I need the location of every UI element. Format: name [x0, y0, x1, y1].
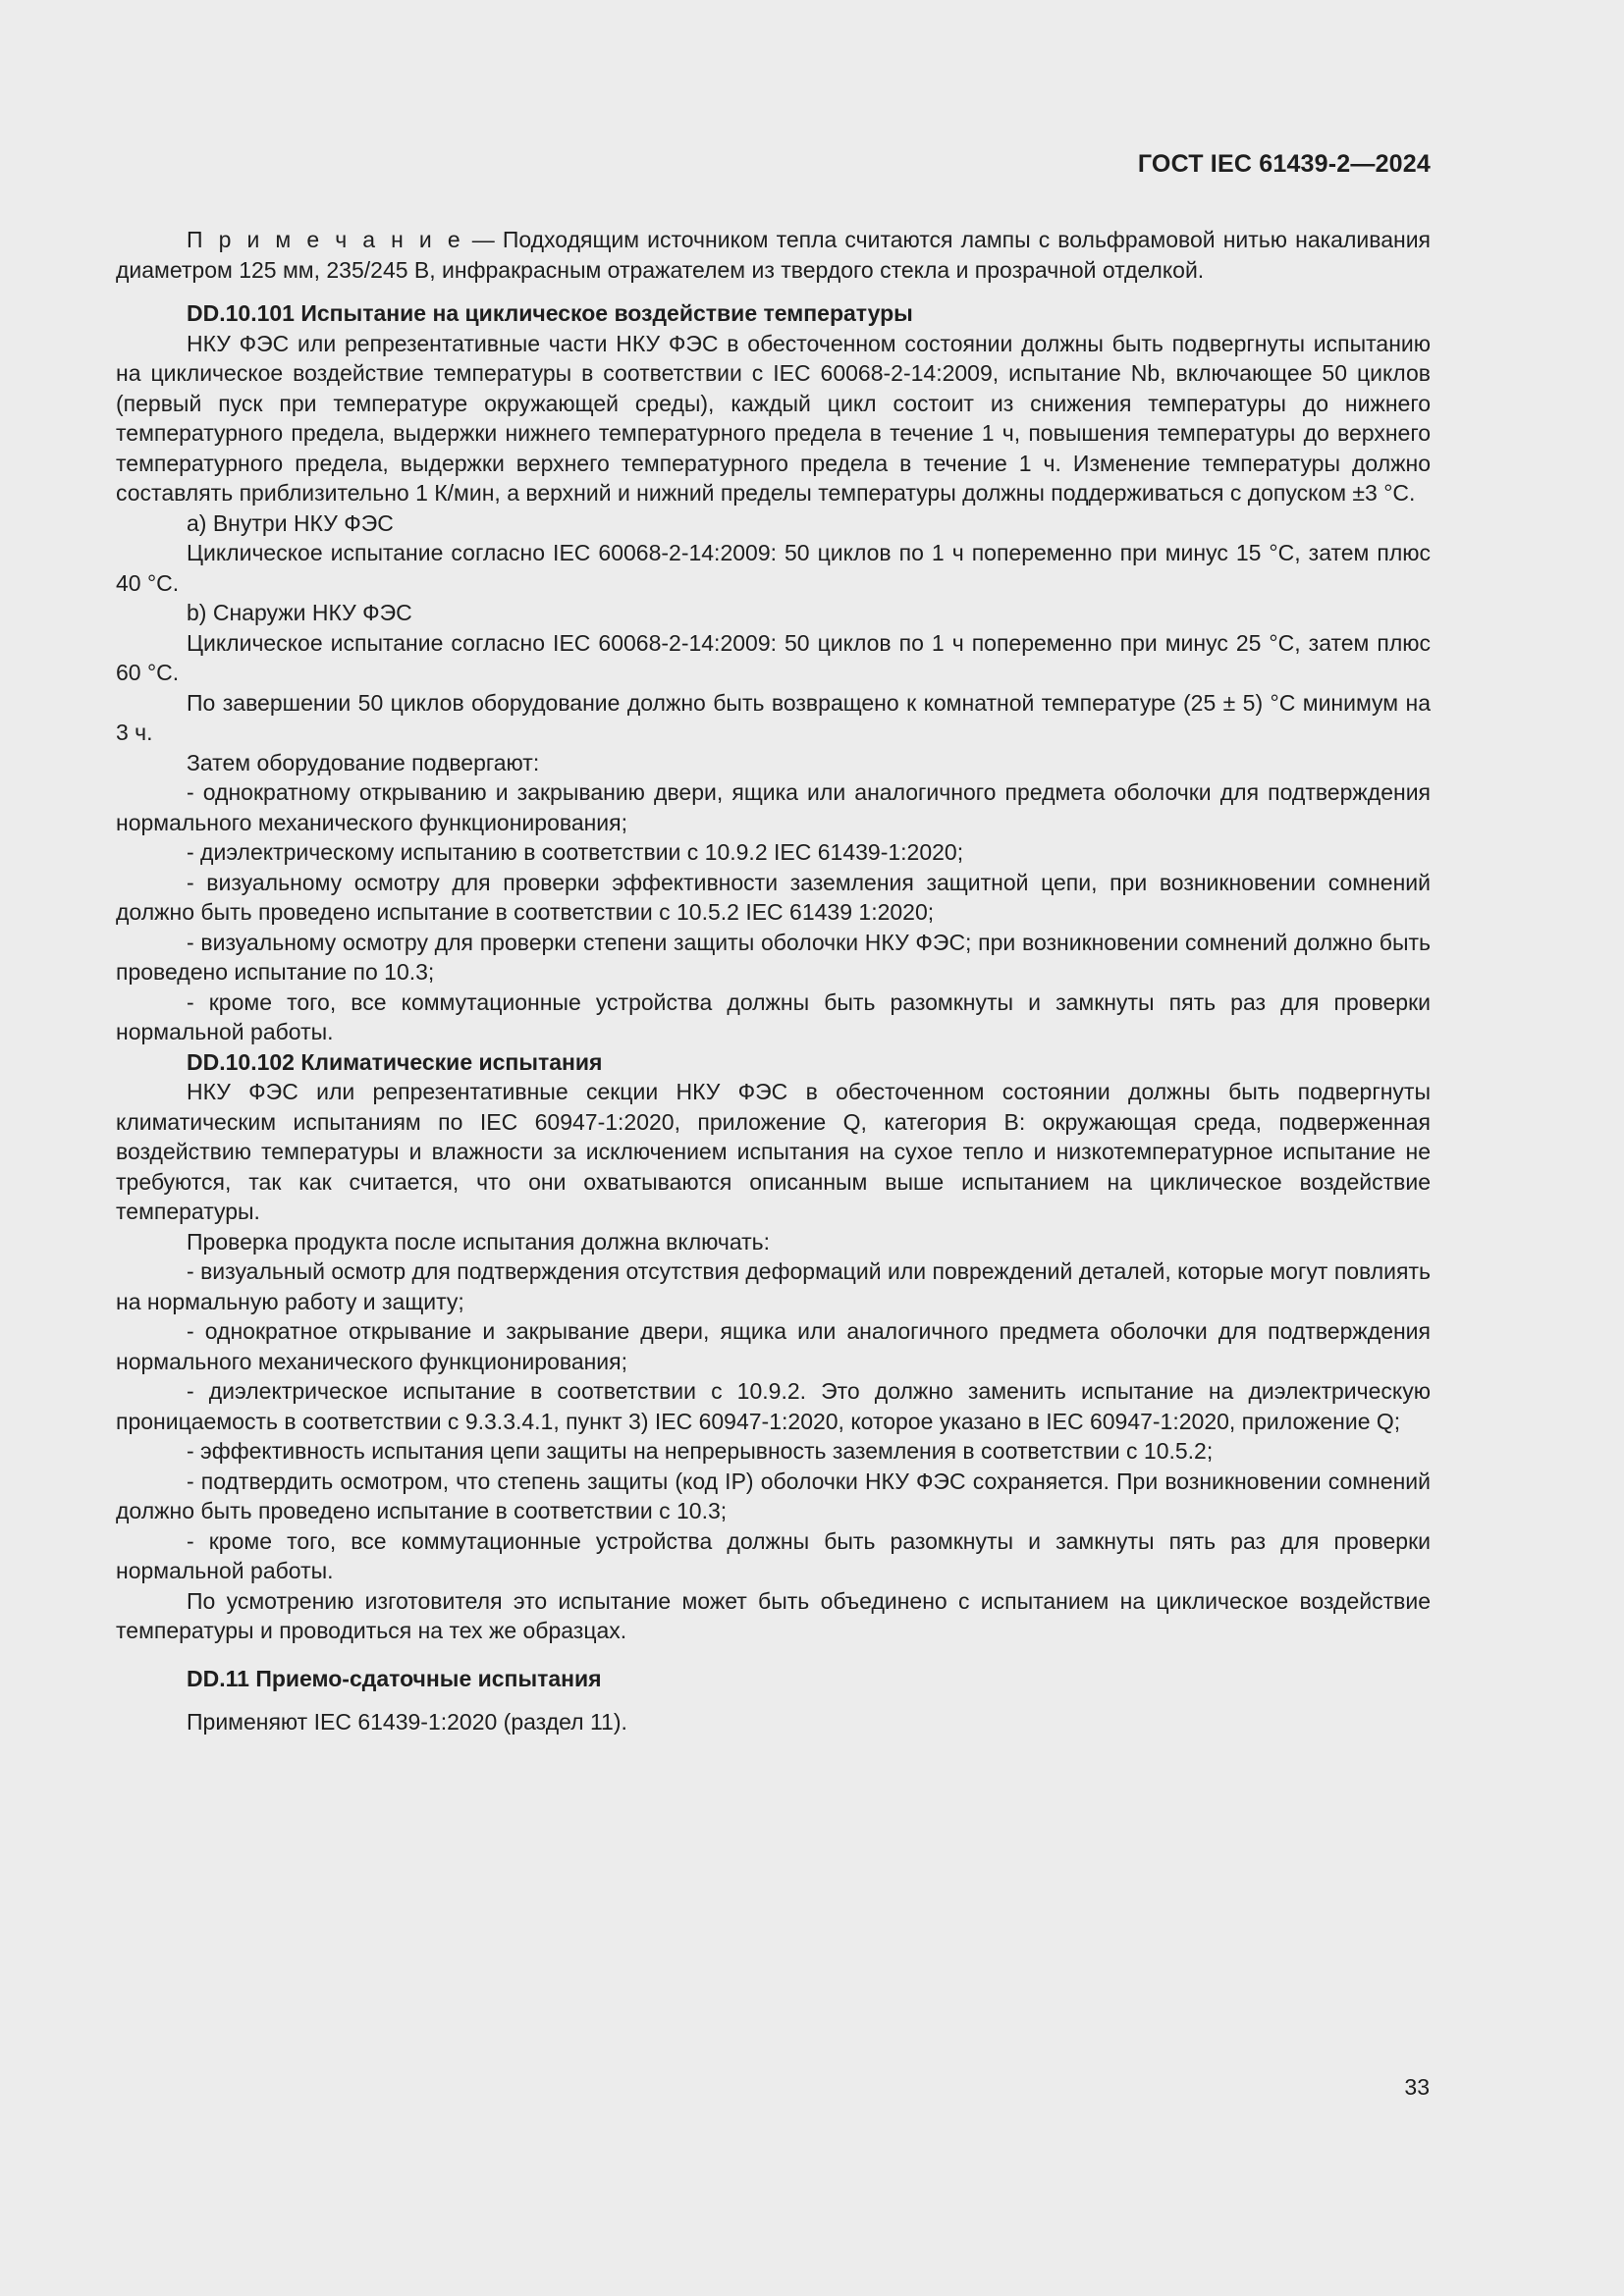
- list-item: - подтвердить осмотром, что степень защиты (код IP) оболочки НКУ ФЭС сохраняется. При возникновении сомнений должно быть проведено испытание в соответствии с 10.3;: [116, 1468, 1431, 1523]
- item-b-text: Циклическое испытание согласно IEC 60068-2-14:2009: 50 циклов по 1 ч попеременно при минус 25 °C, затем плюс 60 °C.: [116, 629, 1431, 685]
- document-id-header: ГОСТ IEC 61439-2—2024: [1137, 150, 1431, 178]
- list-item: - эффективность испытания цепи защиты на непрерывность заземления в соответствии с 10.5.2;: [187, 1438, 1214, 1464]
- section-dd-11-text: Применяют IEC 61439-1:2020 (раздел 11).: [187, 1709, 627, 1735]
- note-text: — Подходящим источником тепла считаются лампы с вольфрамовой нитью накаливания диаметром 125 мм, 235/245 В, инфракрасным отражателем из твердого стекла и прозрачной отделкой.: [116, 227, 1432, 283]
- item-a-text: Циклическое испытание согласно IEC 60068-2-14:2009: 50 циклов по 1 ч попеременно при минус 15 °C, затем плюс 40 °C.: [116, 540, 1431, 596]
- section-dd-10-102-intro: НКУ ФЭС или репрезентативные секции НКУ ФЭС в обесточенном состоянии должны быть подвергнуты климатическим испытаниям по IEC 60947-1:2020, приложение Q, категория B: окружающая среда, подверженная воздействию температуры и влажности за исключением испытания на сухое тепло и низкотемпературное испытание не требуются, так как считается, что они охватываются описанным выше испытанием на циклическое воздействие температуры.: [116, 1079, 1431, 1224]
- list-item: - визуальному осмотру для проверки степени защиты оболочки НКУ ФЭС; при возникновении сомнений должно быть проведено испытание по 10.3;: [116, 929, 1431, 985]
- note-label: П р и м е ч а н и е: [187, 227, 464, 252]
- page-number: 33: [1404, 2074, 1430, 2100]
- section-dd-10-101-intro: НКУ ФЭС или репрезентативные части НКУ ФЭС в обесточенном состоянии должны быть подвергнуты испытанию на циклическое воздействие температуры в соответствии с IEC 60068-2-14:2009, испытание Nb, включающее 50 циклов (первый пуск при температуре окружающей среды), каждый цикл состоит из снижения температуры до нижнего температурного предела, выдержки нижнего температурного предела в течение 1 ч, повышения температуры до верхнего температурного предела, выдержки верхнего температурного предела в течение 1 ч. Изменение температуры должно составлять приблизительно 1 К/мин, а верхний и нижний пределы температуры должны поддерживаться с допуском ±3 °C.: [116, 330, 1431, 506]
- list-item: - кроме того, все коммутационные устройства должны быть разомкнуты и замкнуты пять раз для проверки нормальной работы.: [116, 988, 1431, 1044]
- list-item: - диэлектрическому испытанию в соответствии с 10.9.2 IEC 61439-1:2020;: [187, 839, 964, 865]
- section-dd-10-101-heading: DD.10.101 Испытание на циклическое воздействие температуры: [187, 300, 913, 326]
- section-dd-11-heading: DD.11 Приемо-сдаточные испытания: [187, 1665, 602, 1691]
- list-item: - визуальному осмотру для проверки эффективности заземления защитной цепи, при возникновении сомнений должно быть проведено испытание в соответствии с 10.5.2 IEC 61439 1:2020;: [116, 869, 1431, 925]
- page-body: [116, 225, 1431, 1737]
- list-item: - визуальный осмотр для подтверждения отсутствия деформаций или повреждений деталей, которые могут повлиять на нормальную работу и защиту;: [116, 1258, 1431, 1314]
- after-cycles-paragraph: По завершении 50 циклов оборудование должно быть возвращено к комнатной температуре (25 ± 5) °C минимум на 3 ч.: [116, 689, 1431, 745]
- list-item: - однократному открыванию и закрыванию двери, ящика или аналогичного предмета оболочки для подтверждения нормального механического функционирования;: [116, 779, 1431, 835]
- list-item: - кроме того, все коммутационные устройства должны быть разомкнуты и замкнуты пять раз для проверки нормальной работы.: [116, 1527, 1431, 1583]
- section-dd-10-102-heading: DD.10.102 Климатические испытания: [187, 1048, 603, 1075]
- closing-paragraph: По усмотрению изготовителя это испытание может быть объединено с испытанием на циклическое воздействие температуры и проводиться на тех же образцах.: [116, 1587, 1431, 1643]
- item-b-title: b) Снаружи НКУ ФЭС: [187, 600, 412, 625]
- then-intro-paragraph: Затем оборудование подвергают:: [187, 749, 540, 775]
- list-item: - однократное открывание и закрывание двери, ящика или аналогичного предмета оболочки для подтверждения нормального механического функционирования;: [116, 1318, 1431, 1374]
- item-a-title: a) Внутри НКУ ФЭС: [187, 509, 394, 536]
- note-paragraph: [116, 225, 1431, 285]
- check-intro-paragraph: Проверка продукта после испытания должна включать:: [187, 1228, 771, 1255]
- list-item: - диэлектрическое испытание в соответствии с 10.9.2. Это должно заменить испытание на диэлектрическую проницаемость в соответствии с 9.3.3.4.1, пункт 3) IEC 60947-1:2020, которое указано в IEC 60947-1:2020, приложение Q;: [116, 1378, 1431, 1434]
